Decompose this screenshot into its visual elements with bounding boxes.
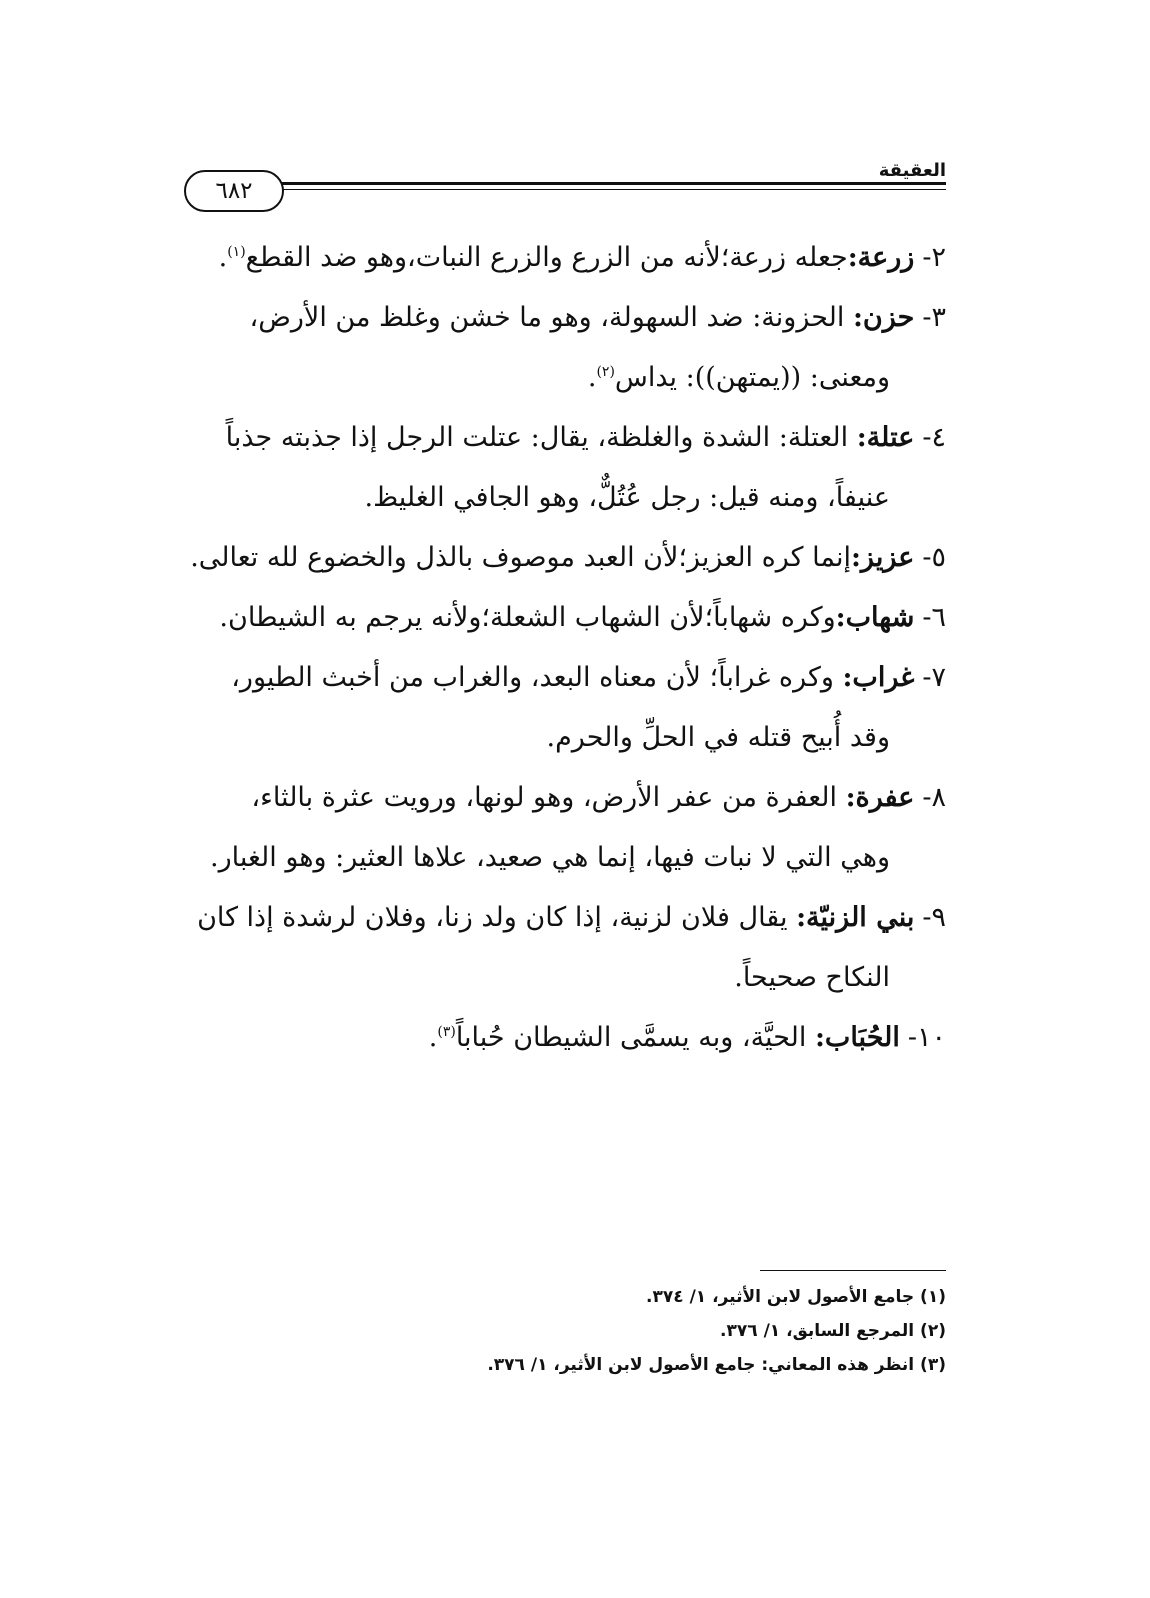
- entry-number: ٤-: [922, 422, 946, 453]
- footnote-1: (١) جامع الأصول لابن الأثير، ١/ ٣٧٤.: [646, 1287, 946, 1307]
- entry-text: وكره غراباً؛ لأن معناه البعد، والغراب من أخبث الطيور،: [231, 662, 843, 693]
- entry-number: ٧-: [922, 662, 946, 693]
- footnote-separator: [760, 1270, 946, 1271]
- page-header: [186, 150, 946, 210]
- entry-6: [186, 588, 946, 648]
- entry-number: ٩-: [922, 902, 946, 933]
- footnote-2: (٢) المرجع السابق، ١/ ٣٧٦.: [720, 1321, 946, 1341]
- entry-continuation: عنيفاً، ومنه قيل: رجل عُتُلٌّ، وهو الجافي الغليظ.: [364, 482, 890, 513]
- entry-number: ٥-: [922, 542, 946, 573]
- footnote-ref[interactable]: (١): [227, 244, 246, 260]
- entry-continuation: النكاح صحيحاً.: [734, 962, 890, 993]
- entry-term: زرعة:: [847, 242, 915, 273]
- entry-8: [186, 768, 946, 888]
- entry-continuation: ومعنى: ((يمتهن)): يداس: [614, 362, 890, 393]
- entry-4: [186, 408, 946, 528]
- entry-term: بني الزنيّة:: [796, 902, 915, 933]
- entry-continuation: وهي التي لا نبات فيها، إنما هي صعيد، علاها العثير: وهو الغبار.: [210, 842, 890, 873]
- entry-5: [186, 528, 946, 588]
- entry-text: العتلة: الشدة والغلظة، يقال: عتلت الرجل إذا جذبته جذباً: [225, 422, 857, 453]
- entry-term: الحُبَاب:: [814, 1022, 900, 1053]
- header-rule-thin: [186, 189, 946, 190]
- footnote-ref[interactable]: (٢): [596, 364, 615, 380]
- entry-number: ١٠-: [907, 1022, 946, 1053]
- footnote-ref[interactable]: (٣): [437, 1024, 456, 1040]
- entry-continuation: وقد أُبيح قتله في الحلِّ والحرم.: [546, 722, 890, 753]
- entry-text: الحيَّة، وبه يسمَّى الشيطان حُباباً: [455, 1022, 815, 1053]
- entry-term: عزيز:: [850, 542, 915, 573]
- page-number-badge: ٦٨٢: [184, 170, 284, 212]
- entry-text: إنما كره العزيز؛لأن العبد موصوف بالذل والخضوع لله تعالى.: [190, 542, 851, 573]
- entry-10: ١٠-الحُبَاب: الحيَّة، وبه يسمَّى الشيطان حُباباً$^{(٣)}$.: [428, 1022, 946, 1053]
- entry-number: ٢-: [922, 242, 946, 273]
- entry-text: جعله زرعة؛لأنه من الزرع والزرع النبات،وهو ضد القطع: [245, 242, 848, 273]
- footnotes: [186, 1280, 946, 1382]
- entry-number: ٦-: [922, 602, 946, 633]
- entry-text: وكره شهاباً؛لأن الشهاب الشعلة؛ولأنه يرجم به الشيطان.: [219, 602, 836, 633]
- glossary-body: [186, 228, 946, 1068]
- entry-text: الحزونة: ضد السهولة، وهو ما خشن وغلظ من الأرض،: [249, 302, 853, 333]
- footnote-3: (٣) انظر هذه المعاني: جامع الأصول لابن الأثير، ١/ ٣٧٦.: [487, 1355, 946, 1375]
- entry-2: ٢-زرعة:جعله زرعة؛لأنه من الزرع والزرع النبات،وهو ضد القطع$^{(١)}$.: [218, 242, 946, 273]
- entry-text: العفرة من عفر الأرض، وهو لونها، ورويت عثرة بالثاء،: [251, 782, 846, 813]
- entry-term: عتلة:: [856, 422, 915, 453]
- entry-term: عفرة:: [845, 782, 915, 813]
- entry-text: يقال فلان لزنية، إذا كان ولد زنا، وفلان لرشدة إذا كان: [197, 902, 797, 933]
- entry-term: غراب:: [842, 662, 915, 693]
- entry-term: حزن:: [852, 302, 915, 333]
- header-rule-thick: [186, 182, 946, 185]
- entry-9: [186, 888, 946, 1008]
- entry-number: ٨-: [922, 782, 946, 813]
- entry-number: ٣-: [922, 302, 946, 333]
- entry-term: شهاب:: [835, 602, 915, 633]
- running-title: العقيقة: [878, 160, 946, 181]
- entry-7: [186, 648, 946, 768]
- entry-3: ٣-حزن: الحزونة: ضد السهولة، وهو ما خشن وغلظ من الأرض، ومعنى: ((يمتهن)): يداس$^{(٢)}$.: [249, 302, 946, 393]
